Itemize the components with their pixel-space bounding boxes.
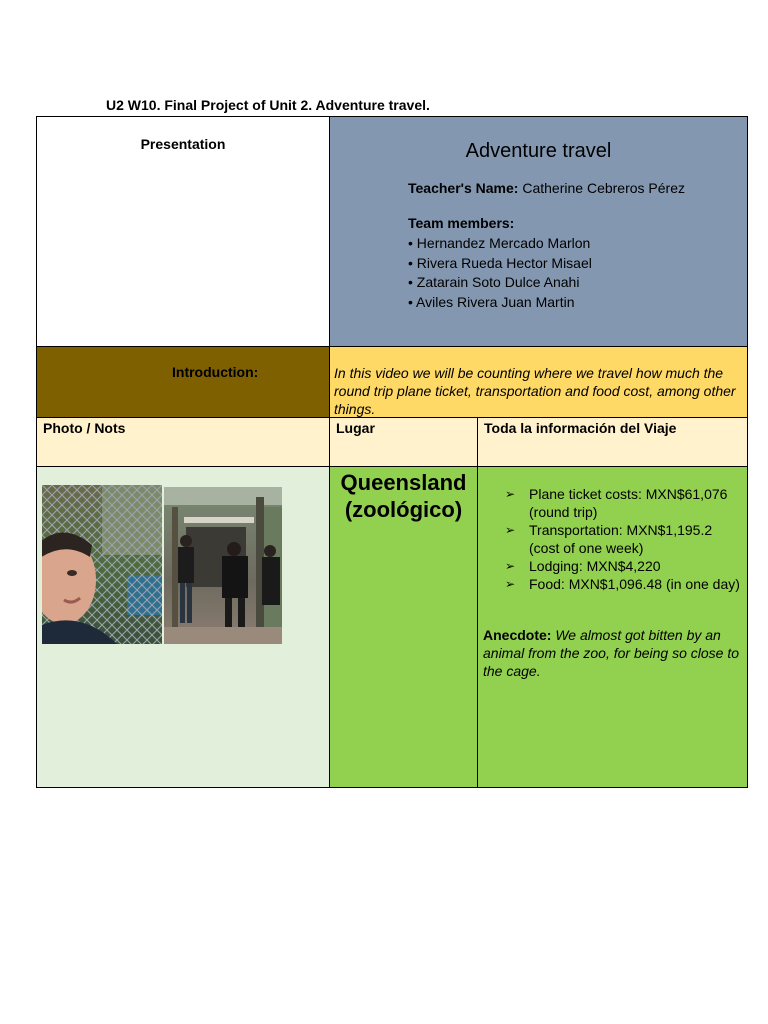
info-header-label: Toda la información del Viaje: [484, 420, 677, 436]
presentation-cell: [37, 117, 330, 346]
info-column-header: [478, 417, 747, 466]
trip-cost-list: [505, 485, 745, 593]
teacher-name: Catherine Cebreros Pérez: [522, 180, 685, 196]
project-table: [36, 116, 748, 788]
arrow-bullet-icon: ➢: [505, 523, 516, 537]
teacher-line: [408, 180, 685, 196]
team-member: • Zatarain Soto Dulce Anahi: [408, 274, 580, 290]
trip-cost-text: Lodging: MXN$4,220: [529, 558, 661, 574]
place-column-header: [330, 417, 478, 466]
list-item: [505, 521, 745, 557]
anecdote-label: Anecdote:: [483, 627, 552, 643]
header-cell: [330, 117, 747, 346]
introduction-text: In this video we will be counting where we travel how much the round trip plane ticket, transportation and food cost, among other things.: [334, 365, 736, 417]
trip-cost-text: Food: MXN$1,096.48 (in one day): [529, 576, 740, 592]
trip-cost-text: Plane ticket costs: MXN$61,076 (round trip): [529, 486, 728, 520]
team-member-list: [408, 234, 592, 312]
list-item: [505, 575, 745, 593]
document-title: U2 W10. Final Project of Unit 2. Adventure travel.: [106, 97, 430, 113]
photo-header-label: Photo / Nots: [43, 420, 126, 436]
introduction-text-cell: [330, 346, 747, 417]
place-header-label: Lugar: [336, 420, 375, 436]
photos-cell: [37, 466, 330, 787]
team-member: • Aviles Rivera Juan Martin: [408, 293, 575, 310]
selfie-photo: [42, 485, 162, 644]
anecdote-text: We almost got bitten by an animal from the zoo, for being so close to the cage.: [483, 627, 740, 679]
introduction-label-cell: [37, 346, 330, 417]
place-name: Queensland (zoológico): [340, 470, 467, 522]
arrow-bullet-icon: ➢: [505, 559, 516, 573]
arrow-bullet-icon: ➢: [505, 487, 516, 501]
introduction-label: Introduction:: [172, 364, 259, 380]
team-member: • Hernandez Mercado Marlon: [408, 235, 591, 251]
presentation-label: Presentation: [140, 136, 226, 152]
group-photo: [164, 487, 282, 644]
list-item: [505, 485, 745, 521]
anecdote: [483, 626, 745, 680]
photo-column-header: [37, 417, 330, 466]
list-item: [505, 557, 745, 575]
teacher-label: Teacher's Name:: [408, 180, 519, 196]
adventure-title: Adventure travel: [465, 140, 612, 162]
trip-cost-text: Transportation: MXN$1,195.2 (cost of one week): [529, 522, 713, 556]
team-members-label: Team members:: [408, 215, 515, 231]
trip-info-cell: [478, 466, 747, 787]
team-member: • Rivera Rueda Hector Misael: [408, 254, 592, 271]
arrow-bullet-icon: ➢: [505, 577, 516, 591]
place-cell: [330, 466, 478, 787]
